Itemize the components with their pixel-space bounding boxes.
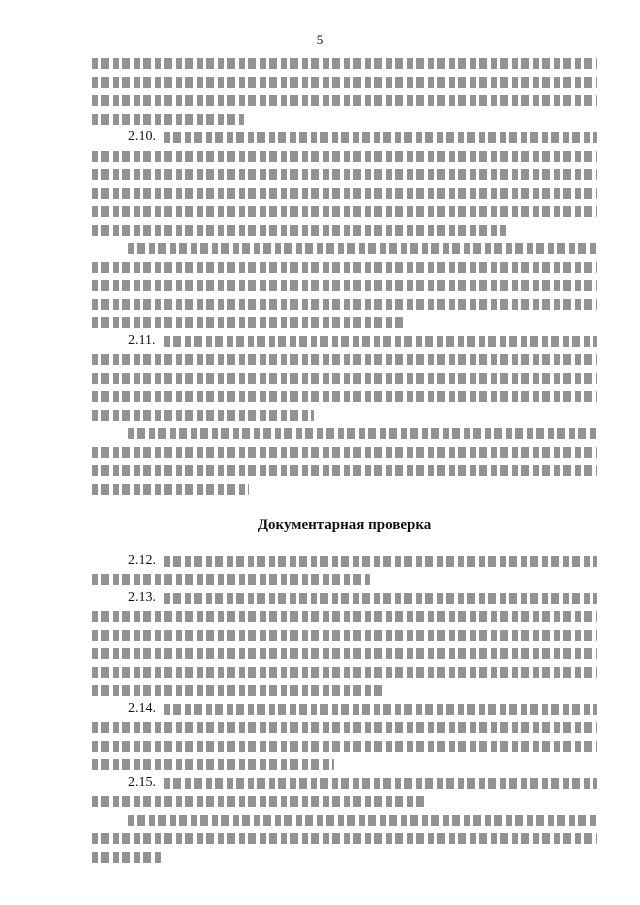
clause-number: 2.12. bbox=[128, 553, 160, 569]
paragraph-in-this-case bbox=[92, 428, 597, 495]
document-body bbox=[92, 58, 597, 870]
clause-2-13 bbox=[92, 589, 597, 697]
clause-2-11 bbox=[92, 332, 597, 421]
clause-number: 2.11. bbox=[128, 333, 159, 349]
paragraph-on-completion bbox=[92, 815, 597, 863]
clause-2-12 bbox=[92, 552, 597, 586]
clause-2-14 bbox=[92, 700, 597, 771]
clause-number: 2.13. bbox=[128, 590, 160, 606]
clause-number: 2.10. bbox=[128, 129, 160, 145]
clause-number: 2.15. bbox=[128, 775, 160, 791]
paragraph-continuation bbox=[92, 58, 597, 125]
page-number: 5 bbox=[316, 32, 324, 47]
section-heading: Документарная проверка bbox=[257, 516, 432, 533]
clause-2-15 bbox=[92, 774, 597, 808]
paragraph-unscheduled-inspection bbox=[92, 243, 597, 328]
clause-2-10 bbox=[92, 129, 597, 236]
clause-number: 2.14. bbox=[128, 701, 160, 717]
